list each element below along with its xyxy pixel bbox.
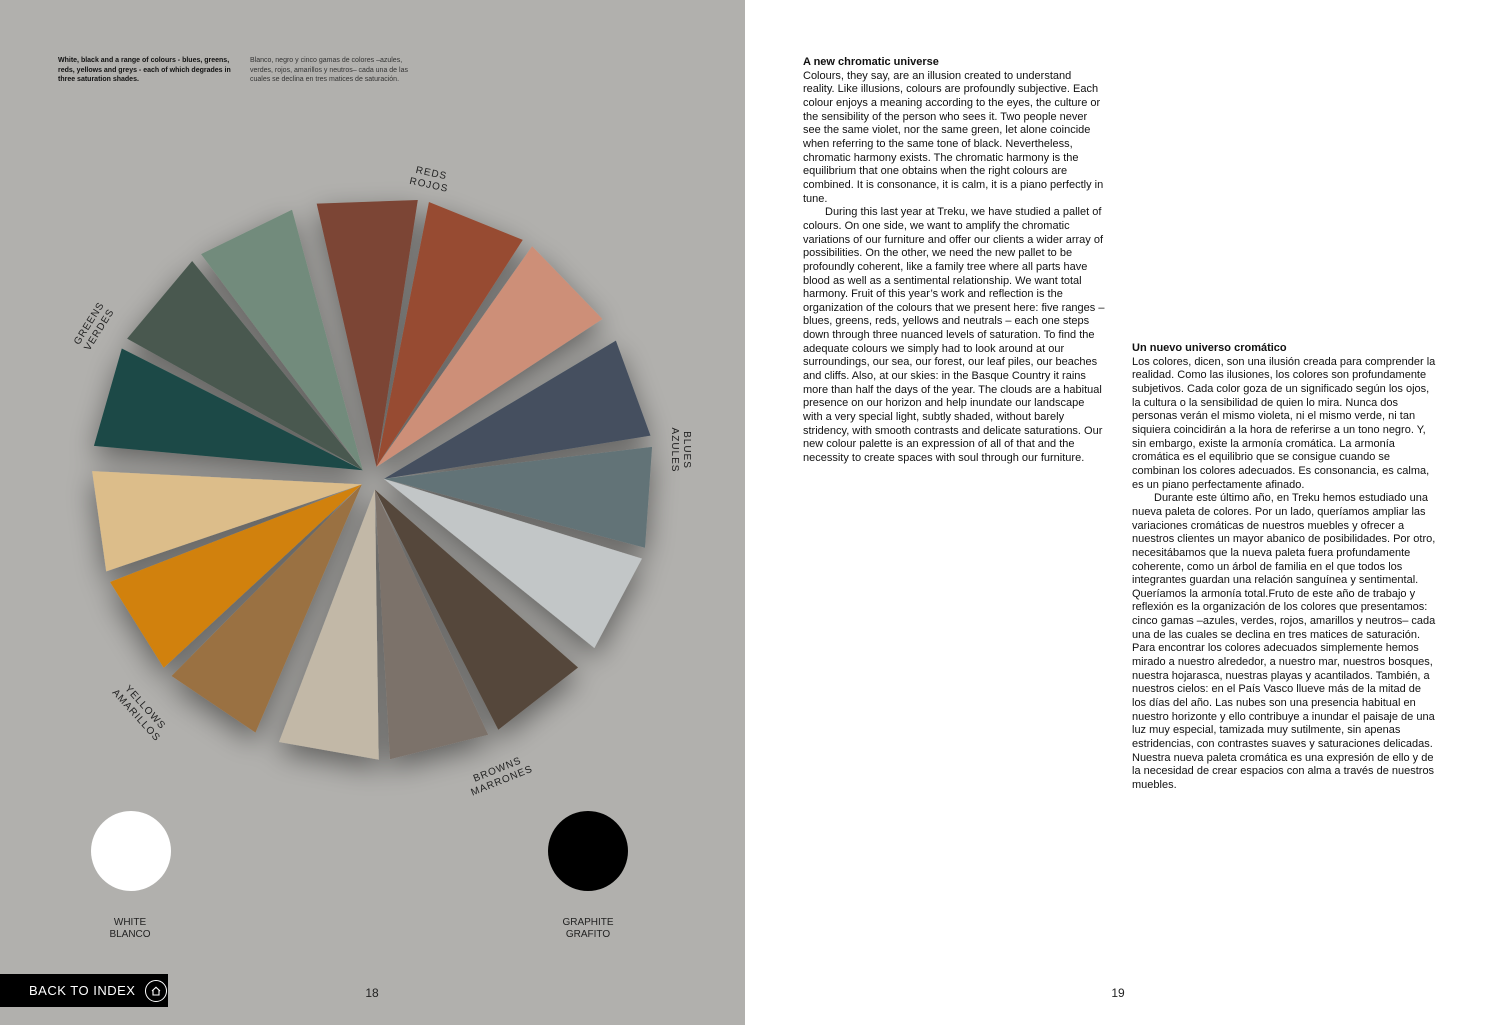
paragraph-spanish-2: Durante este último año, en Treku hemos estudiado una nueva paleta de colores. Por un lado, queríamos ampliar las variaciones cromáticas de nuestros muebles y ofrecer a nuestros clientes un mayor abanico de posibilidades. Por otro, necesitábamos que la nueva paleta fuera profundamente coherente, como un árbol de familia en el que todos los integrantes guardan una relación sanguínea y sentimental. Queríamos la armonía total.Fruto de este año de trabajo y reflexión es la organización de los colores que presentamos: cinco gamas –azules, verdes, rojos, amarillos y neutros– cada una de las cuales se declina en tres matices de saturación. Para encontrar los colores adecuados simplemente hemos mirado a nuestro alrededor, a nuestro mar, nuestros bosques, nuestra hojarasca, nuestras playas y acantilados. También, a nuestros cielos: en el País Vasco llueve más de la mitad de los días del año. Las nubes son una presencia habitual en nuestro horizonte y ello contribuye a inundar el paisaje de una luz muy especial, tamizada muy sutilmente, sin apenas estridencias, con contrastes suaves y saturaciones delicadas. Nuestra nueva paleta cromática es una expresión de ello y de la necesidad de crear espacios con alma a través de nuestros muebles. [1132,492,1436,791]
paragraph-spanish-1: Los colores, dicen, son una ilusión creada para comprender la realidad. Como las ilusiones, los colores son profundamente subjetivos. Cada color goza de un significado según los ojos, la cultura o la sensibilidad de quien lo mira. Nunca dos personas verán el mismo violeta, ni el mismo verde, ni tan siquiera coincidirán a la hora de referirse a un tono negro. Y, sin embargo, existe la armonía cromática. La armonía cromática es el equilibrio que se consigue cuando se combinan los colores adecuados. Es consonancia, es calma, es un piano perfectamente afinado. [1132,355,1436,491]
label-yellows: YELLOWS AMARILLOS [109,683,168,744]
graphite-label: GRAPHITE GRAFITO [562,917,614,940]
left-page [0,0,745,1025]
spanish-text-column [1132,342,1436,793]
page-number-left: 18 [365,986,379,1000]
white-swatch [91,811,171,891]
label-browns: BROWNS MARRONES [469,755,535,799]
paragraph-english-2: During this last year at Treku, we have studied a pallet of colours. On one side, we want to amplify the chromatic variations of our furniture and offer our clients a wider array of possibilities. On the other, we need the new pallet to be profoundly coherent, like a family tree where all parts have blood as well as a sentimental relationship. We want total harmony. Fruit of this year’s work and reflection is the organization of the colours that we present here: five ranges – blues, greens, reds, yellows and neutrals – each one steps down through three nuanced levels of saturation. To find the adequate colours we simply had to look around at our surroundings, our sea, our forest, our leaf piles, our beaches and cliffs. Also, at our skies: in the Basque Country it rains more than half the days of the year. The clouds are a habitual presence on our horizon and help inundate our landscape with a very special light, subtly shaded, without barely stridency, with smooth contrasts and delicate saturations. Our new colour palette is an expression of all of that and the necessity to create spaces with soul through our furniture. [803,206,1105,465]
white-label: WHITE BLANCO [109,917,151,940]
graphite-swatch [548,811,628,891]
page-number-right: 19 [1111,986,1125,1000]
home-icon [145,980,167,1002]
back-to-index-button[interactable] [0,974,168,1007]
label-blues: BLUES AZULES [669,427,692,473]
paragraph-english-1: Colours, they say, are an illusion created to understand reality. Like illusions, colours are profoundly subjective. Each colour enjoys a meaning according to the eyes, the culture or the sensibility of the person who sees it. Two people never see the same violet, nor the same green, let alone coincide when referring to the same tone of black. Nevertheless, chromatic harmony exists. The chromatic harmony is the equilibrium that one obtains when the right colours are combined. It is consonance, it is calm, it is a piano perfectly in tune. [803,69,1104,205]
caption-english: White, black and a range of colours - blues, greens, reds, yellows and greys - each of which degrades in three saturation shades. [58,57,231,83]
heading-spanish: Un nuevo universo cromático [1132,342,1287,354]
right-page [745,0,1491,1025]
caption-spanish: Blanco, negro y cinco gamas de colores –azules, verdes, rojos, amarillos y neutros– cada una de las cuales se declina en tres matices de saturación. [250,57,408,83]
label-reds: REDS ROJOS [408,164,450,195]
heading-english: A new chromatic universe [803,56,939,68]
back-to-index-label: BACK TO INDEX [29,983,136,998]
english-text-column [803,56,1105,466]
label-greens: GREENS VERDES [72,300,117,353]
